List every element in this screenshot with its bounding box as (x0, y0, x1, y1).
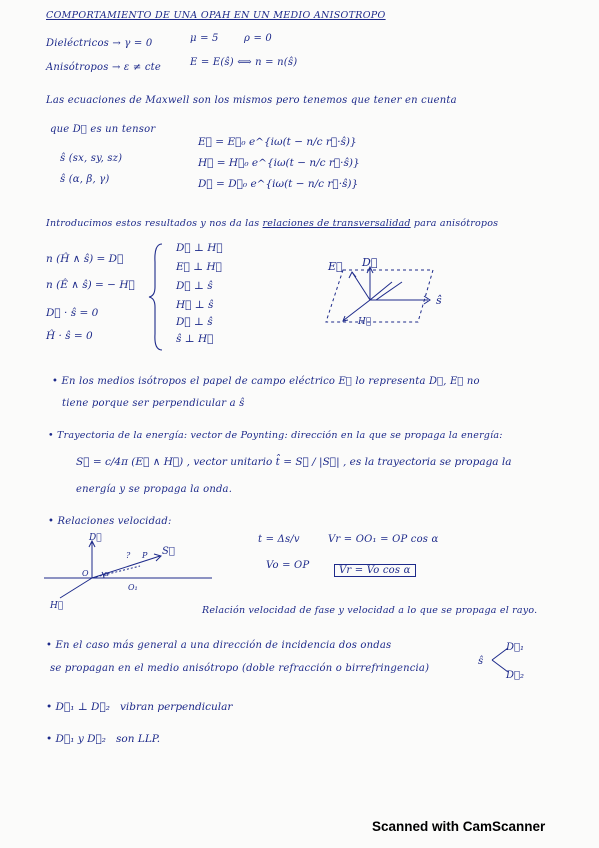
relation-left-3: D⃗ · ŝ = 0 (46, 307, 99, 319)
poynting-mid-text: , vector unitario (186, 456, 273, 468)
phase-velocity-equation: Vo = OP (266, 560, 310, 571)
velocity-heading (48, 516, 172, 527)
plane-wave-D: D⃗ = D⃗₀ e^{iω(t − n/c r⃗·ŝ)} (198, 178, 359, 190)
bullet-icon: • (48, 516, 55, 527)
energy-note-1-text: Trayectoria de la energía: vector de Poynting: dirección en la que se propaga la energía: (57, 430, 503, 441)
velocity-question-label: ? (126, 551, 131, 560)
velocity-D-label: D⃗ (89, 533, 102, 543)
velocity-diagram (42, 534, 217, 614)
diagram-D-label: D⃗ (362, 256, 378, 269)
birefringence-D2-label: D⃗₂ (506, 670, 525, 681)
velocity-relation-note: Relación velocidad de fase y velocidad a lo que se propaga el rayo. (202, 605, 538, 616)
unit-vector-equation: t̂ = S⃗ / |S⃗| (275, 456, 340, 468)
general-case-2: se propagan en el medio anisótropo (doble refracción o birrefringencia) (50, 663, 430, 674)
relation-left-4: Ĥ · ŝ = 0 (46, 330, 93, 342)
bullet-icon: • (46, 701, 53, 713)
phase-direction-line (92, 566, 140, 578)
dielectric-line: Dieléctricos → γ = 0 (46, 38, 153, 49)
plane-wave-E: E⃗ = E⃗₀ e^{iω(t − n/c r⃗·ŝ)} (198, 136, 357, 148)
transversality-diagram (318, 250, 468, 340)
isotropic-note-2: tiene porque ser perpendicular a ŝ (62, 398, 245, 409)
time-equation: t = Δs/v (258, 534, 300, 545)
curly-brace (148, 242, 168, 352)
linear-polarization-text: son LLP. (116, 733, 161, 745)
s-components: ŝ (sx, sy, sz) (60, 153, 123, 164)
velocity-heading-text: Relaciones velocidad: (57, 516, 172, 527)
relation-right-1: D⃗ ⊥ H⃗ (176, 242, 223, 254)
velocity-P-label: P (142, 551, 148, 560)
plane-outline (326, 270, 433, 322)
velocity-alpha-label: α (104, 570, 109, 578)
mu-value: μ = 5 (190, 33, 219, 44)
transversality-intro (46, 218, 498, 229)
relation-right-4: H⃗ ⊥ ŝ (176, 299, 214, 311)
bullet-icon: • (48, 430, 54, 441)
maxwell-text-1: Las ecuaciones de Maxwell son los mismos pero tenemos que tener en cuenta (46, 95, 457, 106)
transversality-intro-pre: Introducimos estos resultados y nos da las (46, 218, 260, 229)
general-case-1-text: En el caso más general a una dirección de incidencia dos ondas (55, 640, 392, 651)
s-direction-cosines: ŝ (α, β, γ) (60, 174, 110, 185)
isotropic-note-1-text: En los medios isótropos el papel de campo eléctrico E⃗ lo representa D⃗, E⃗ no (61, 376, 480, 387)
E-vector-line (352, 272, 370, 300)
velocity-O-label: O (82, 569, 89, 578)
birefringence-D1-label: D⃗₁ (506, 642, 525, 653)
poynting-line (76, 456, 512, 468)
general-case-1 (46, 640, 391, 651)
rho-value: ρ = 0 (244, 33, 272, 44)
diagram-s-label: ŝ (436, 294, 442, 307)
page-title: COMPORTAMIENTO DE UNA OPAH EN UN MEDIO ANISOTROPO (46, 10, 386, 21)
poynting-end-text: , es la trayectoria se propaga la (342, 456, 512, 468)
relation-right-3: D⃗ ⊥ ŝ (176, 280, 213, 292)
anisotropic-line: Anisótropos → ε ≠ cte (46, 62, 161, 73)
bullet-icon: • (46, 640, 53, 651)
relation-left-1: n (Ĥ ∧ ŝ) = D⃗ (46, 253, 124, 265)
birefringence-diagram (478, 638, 538, 688)
energy-note-1 (48, 430, 503, 441)
relation-right-6: ŝ ⊥ H⃗ (176, 333, 214, 345)
linear-polarization-vectors: D⃗₁ y D⃗₂ (55, 733, 107, 745)
H-vector-line (60, 578, 92, 598)
relation-right-5: D⃗ ⊥ ŝ (176, 316, 213, 328)
relation-right-2: E⃗ ⊥ H⃗ (176, 261, 222, 273)
bullet-icon: • (52, 376, 59, 387)
energy-note-2: energía y se propaga la onda. (76, 484, 233, 495)
camscanner-watermark: Scanned with CamScanner (372, 819, 546, 834)
bullet-icon: • (46, 733, 53, 745)
perpendicular-note (46, 701, 232, 713)
relation-left-2: n (Ê ∧ ŝ) = − H⃗ (46, 279, 135, 291)
isotropic-note-1 (52, 376, 480, 387)
birefringence-s-label: ŝ (478, 656, 484, 667)
velocity-H-label: H⃗ (50, 601, 64, 611)
maxwell-text-2: que D⃗ es un tensor (50, 124, 156, 135)
perpendicular-equation: D⃗₁ ⊥ D⃗₂ (55, 701, 110, 713)
perpendicular-text: vibran perpendicular (119, 701, 233, 713)
diagram-E-label: E⃗ (328, 260, 343, 273)
transversality-intro-post: para anisótropos (413, 218, 499, 229)
poynting-equation: S⃗ = c/4π (E⃗ ∧ H⃗) (76, 456, 184, 468)
velocity-O1-label: O₁ (128, 583, 138, 592)
boxed-velocity-relation: Vr = Vo cos α (334, 564, 416, 577)
plane-wave-H: H⃗ = H⃗₀ e^{iω(t − n/c r⃗·ŝ)} (198, 157, 360, 169)
linear-polarization-note (46, 733, 160, 745)
diagram-H-label: H⃗ (358, 317, 372, 327)
transversality-intro-link: relaciones de transversalidad (262, 218, 411, 229)
ray-velocity-equation: Vr = OO₁ = OP cos α (328, 534, 439, 545)
permittivity-equation: E = E(ŝ) ⟺ n = n(ŝ) (190, 57, 298, 68)
velocity-S-label: S⃗ (162, 546, 175, 557)
